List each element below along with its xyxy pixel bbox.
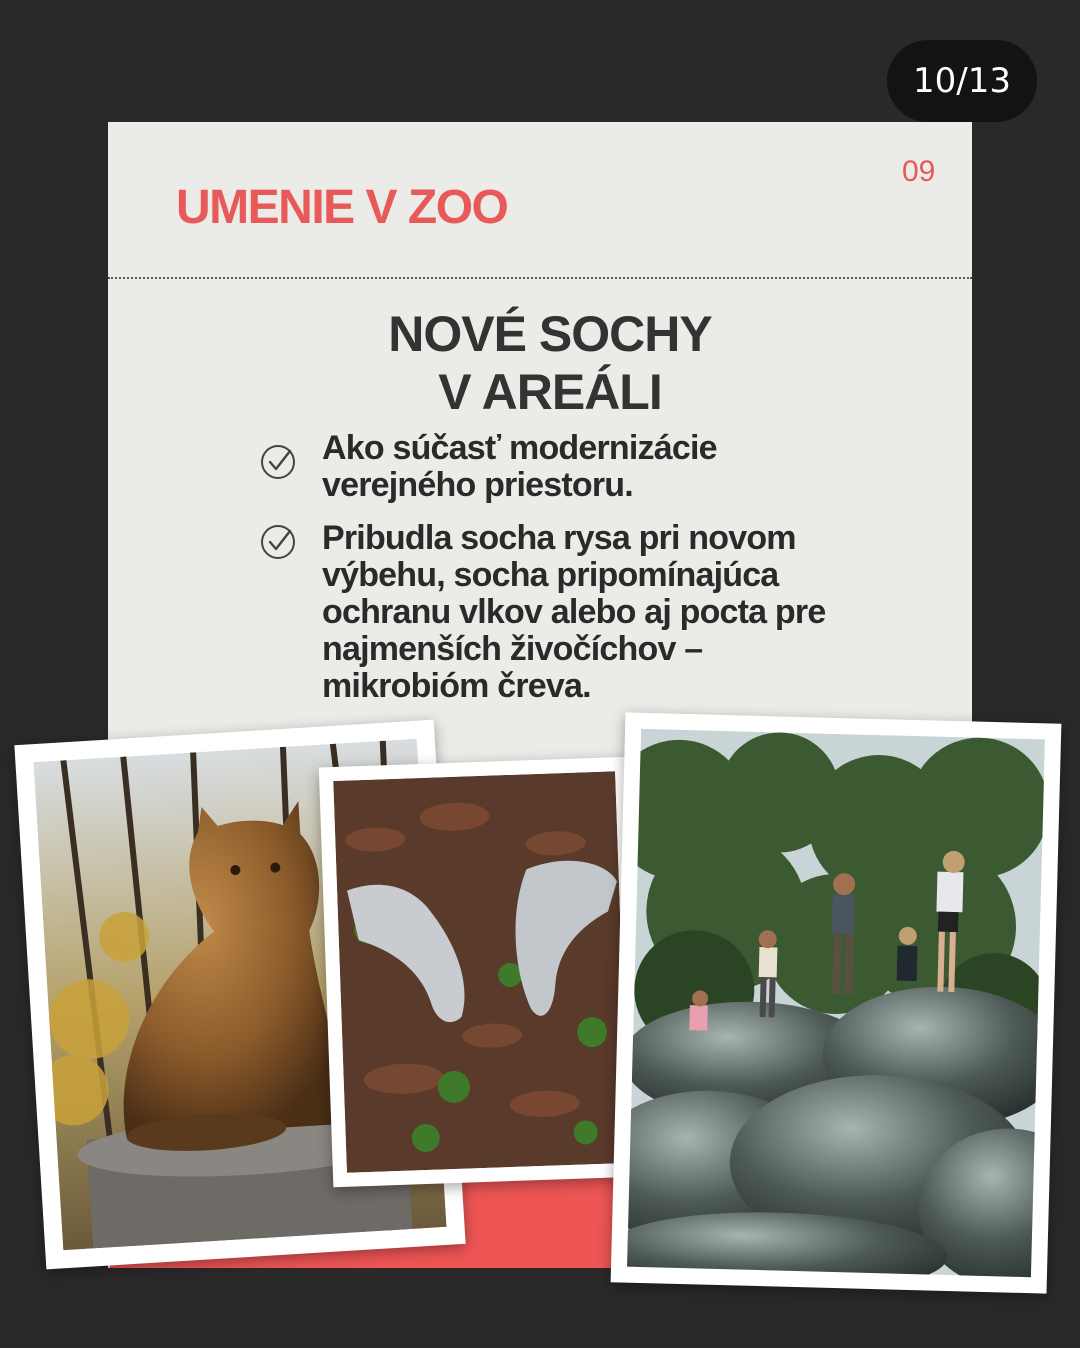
bullet-1-line-1: Ako súčasť modernizácie [322,429,717,467]
heading-line-1: NOVÉ SOCHY [388,306,712,362]
bullet-item-2 [258,520,825,705]
bullet-2-line-3: ochranu vlkov alebo aj pocta pre [322,593,826,631]
wolf-statues-image [333,771,629,1173]
heading [300,305,800,421]
microbiome-sculpture-photo [611,712,1062,1293]
bullet-text-1 [322,430,717,504]
heading-line-2: V AREÁLI [438,364,662,420]
bullet-2-line-2: výbehu, socha pripomínajúca [322,556,779,594]
brand-title: UMENIE V ZOO [176,181,508,234]
bullet-2-line-5: mikrobióm čreva. [322,667,591,705]
check-circle-icon [258,522,298,562]
bullet-text-2 [322,520,825,705]
bullet-2-line-1: Pribudla socha rysa pri novom [322,519,796,557]
check-circle-icon [258,442,298,482]
bullet-item-1 [258,430,717,504]
page-number: 09 [902,155,936,188]
bullet-2-line-4: najmenších živočíchov – [322,630,703,668]
dotted-divider [108,277,972,279]
wolf-statues-photo [319,757,643,1188]
bullet-1-line-2: verejného priestoru. [322,466,633,504]
microbiome-sculpture-image [627,729,1045,1277]
slide-counter: 10/13 [887,40,1037,122]
